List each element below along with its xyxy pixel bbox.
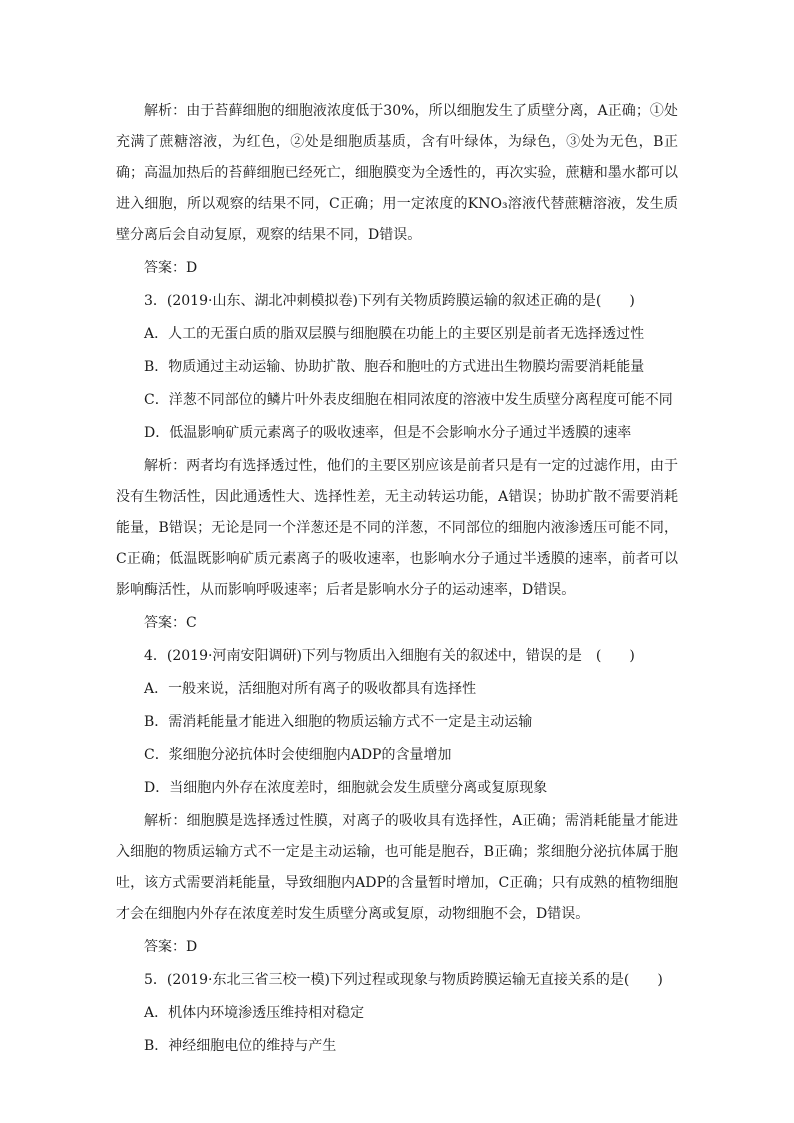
question-4-option-b: B．需消耗能量才能进入细胞的物质运输方式不一定是主动运输 xyxy=(144,714,533,730)
question-4-option-c: C．浆细胞分泌抗体时会使细胞内ADP的含量增加 xyxy=(144,747,452,763)
question-5-stem: 5．(2019·东北三省三校一模)下列过程或现象与物质跨膜运输无直接关系的是( ) xyxy=(144,972,663,988)
question-4-stem: 4．(2019·河南安阳调研)下列与物质出入细胞有关的叙述中，错误的是 ( ) xyxy=(144,648,635,664)
analysis-paragraph-q3: 解析：两者均有选择透过性，他们的主要区别应该是前者只是有一定的过滤作用，由于没有生物活性，因此通透性大、选择性差，无主动转运功能，A错误；协助扩散不需要消耗能量，B错误；无论是同一个洋葱还是不同的洋葱，不同部位的细胞内液渗透压可能不同，C正确；低温既影响矿质元素离子的吸收速率，也影响水分子通过半透膜的速率，前者可以影响酶活性，从而影响呼吸速率；后者是影响水分子的运动速率，D错误。 xyxy=(116,458,678,598)
question-5-option-b: B．神经细胞电位的维持与产生 xyxy=(144,1038,337,1054)
question-3-option-d: D．低温影响矿质元素离子的吸收速率，但是不会影响水分子通过半透膜的速率 xyxy=(144,425,632,441)
question-4-option-a: A．一般来说，活细胞对所有离子的吸收都具有选择性 xyxy=(144,681,477,697)
analysis-paragraph-q4: 解析：细胞膜是选择透过性膜，对离子的吸收具有选择性，A正确；需消耗能量才能进入细胞的物质运输方式不一定是主动运输，也可能是胞吞，B正确；浆细胞分泌抗体属于胞吐，该方式需要消耗能量，导致细胞内ADP的含量暂时增加，C正确；只有成熟的植物细胞才会在细胞内外存在浓度差时发生质壁分离或复原，动物细胞不会，D错误。 xyxy=(116,813,678,922)
answer-q4: 答案：D xyxy=(144,939,198,955)
question-3-option-b: B．物质通过主动运输、协助扩散、胞吞和胞吐的方式进出生物膜均需要消耗能量 xyxy=(144,359,645,375)
question-4-option-d: D．当细胞内外存在浓度差时，细胞就会发生质壁分离或复原现象 xyxy=(144,780,548,796)
analysis-paragraph-q2: 解析：由于苔藓细胞的细胞液浓度低于30%，所以细胞发生了质壁分离，A正确；①处充满了蔗糖溶液，为红色，②处是细胞质基质，含有叶绿体，为绿色，③处为无色，B正确；高温加热后的苔藓细胞已经死亡，细胞膜变为全透性的，再次实验，蔗糖和墨水都可以进入细胞，所以观察的结果不同，C正确；用一定浓度的KNO₃溶液代替蔗糖溶液，发生质壁分离后会自动复原，观察的结果不同，D错误。 xyxy=(116,103,678,243)
answer-q2: 答案：D xyxy=(144,260,198,276)
question-5-option-a: A．机体内环境渗透压维持相对稳定 xyxy=(144,1005,365,1021)
question-3-option-c: C．洋葱不同部位的鳞片叶外表皮细胞在相同浓度的溶液中发生质壁分离程度可能不同 xyxy=(144,392,673,408)
question-3-stem: 3．(2019·山东、湖北冲刺模拟卷)下列有关物质跨膜运输的叙述正确的是( ) xyxy=(144,293,635,309)
answer-q3: 答案：C xyxy=(144,615,197,631)
document-page xyxy=(116,96,678,1064)
question-3-option-a: A．人工的无蛋白质的脂双层膜与细胞膜在功能上的主要区别是前者无选择透过性 xyxy=(144,326,645,342)
